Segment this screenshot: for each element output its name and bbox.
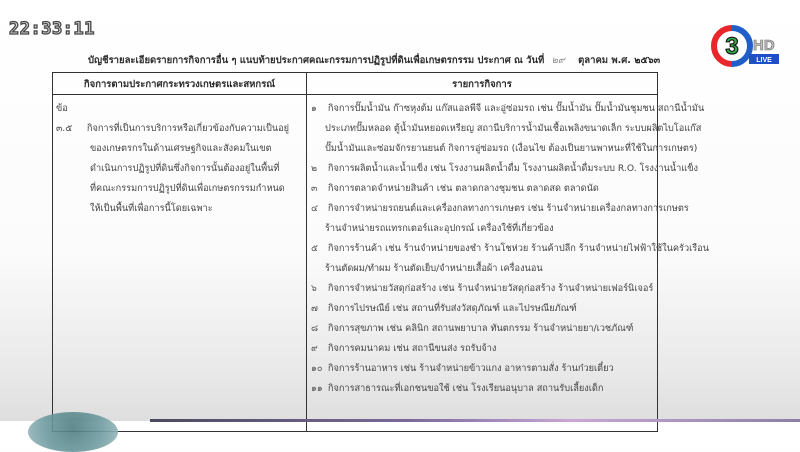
- svg-text:LIVE: LIVE: [756, 57, 772, 64]
- list-item: ๙ กิจการคมนาคม เช่น สถานีขนส่ง รถรับจ้าง: [311, 343, 497, 354]
- business-items-cell: [311, 99, 709, 399]
- broadcast-clock: 22:33:11: [9, 19, 95, 39]
- list-item: ๑๑ กิจการสาธารณะที่เอกชนขอใช้ เช่น โรงเรียนอนุบาล สถานรับเลี้ยงเด็ก: [311, 383, 604, 394]
- header-business-list: รายการกิจการ: [452, 79, 512, 90]
- table-header-row: [53, 73, 657, 95]
- list-item: ๑ กิจการปั๊มน้ำมัน ก๊าซหุงต้ม แก๊สแอลพีจี และอู่ซ่อมรถ เช่น ปั๊มน้ำมัน ปั๊มน้ำมันชุมชน สถานีน้ำมัน ประเภทปั๊มหลอด ตู้น้ำมันหยอดเหรียญ สถานีบริการน้ำมันเชื้อเพลิงขนาดเล็ก ระบบผลิตไบโอแก๊ส ปั๊มน้ำมันและซ่อมจักรยานยนต์ กิจการอู่ซ่อมรถ (เงื่อนไข ต้องเป็นยานพาหนะที่ใช้ในการเกษตร): [311, 103, 705, 154]
- lower-third-emblem: [28, 412, 118, 452]
- list-item: ๘ กิจการสุขภาพ เช่น คลินิก สถานพยาบาล ทันตกรรม ร้านจำหน่ายยา/เวชภัณฑ์: [311, 323, 634, 334]
- svg-text:HD: HD: [753, 37, 775, 54]
- title-suffix: ตุลาคม พ.ศ. ๒๕๖๓: [578, 55, 661, 66]
- list-item: ๓ กิจการตลาดจำหน่ายสินค้า เช่น ตลาดกลางชุมชน ตลาดสด ตลาดนัด: [311, 183, 599, 194]
- list-item: ๖ กิจการจำหน่ายวัสดุก่อสร้าง เช่น ร้านจำหน่ายวัสดุก่อสร้าง ร้านจำหน่ายเฟอร์นิเจอร์: [311, 283, 654, 294]
- list-item: ๒ กิจการผลิตน้ำและน้ำแข็ง เช่น โรงงานผลิตน้ำดื่ม โรงงานผลิตน้ำดื่มระบบ R.O. โรงงานน้ำแข็ง: [311, 163, 698, 174]
- clause-line: ของเกษตรกรในด้านเศรษฐกิจและสังคมในเขต: [90, 143, 272, 154]
- clause-line: กิจการที่เป็นการบริการหรือเกี่ยวข้องกับความเป็นอยู่: [86, 123, 290, 134]
- business-list-table: [52, 72, 709, 432]
- list-item: ๕ กิจการร้านค้า เช่น ร้านจำหน่ายของชำ ร้านโชห่วย ร้านค้าปลีก ร้านจำหน่ายไฟฟ้าใช้ในครัวเรือน ร้านตัดผม/ทำผม ร้านตัดเย็บ/จำหน่ายเสื้อผ้า เครื่องนอน: [311, 243, 709, 274]
- title-day: ๒๙: [551, 55, 565, 66]
- list-item: ๗ กิจการไปรษณีย์ เช่น สถานที่รับส่งวัสดุภัณฑ์ และไปรษณียภัณฑ์: [311, 303, 577, 314]
- clause-cell: [56, 99, 302, 219]
- clause-line: ให้เป็นพื้นที่เพื่อการนี้โดยเฉพาะ: [90, 203, 213, 214]
- column-divider: [306, 73, 307, 431]
- title-prefix: บัญชีรายละเอียดรายการกิจการอื่น ๆ แนบท้ายประกาศคณะกรรมการปฏิรูปที่ดินเพื่อเกษตรกรรม ประกาศ ณ วันที่: [88, 55, 545, 66]
- clause-line: ดำเนินการปฏิรูปที่ดินซึ่งกิจการนั้นต้องอยู่ในพื้นที่: [90, 163, 280, 174]
- channel-logo-icon: [710, 24, 790, 70]
- list-item: ๑๐ กิจการร้านอาหาร เช่น ร้านจำหน่ายข้าวแกง อาหารตามสั่ง ร้านก๋วยเตี๋ยว: [311, 363, 614, 374]
- header-ministry-activities: กิจการตามประกาศกระทรวงเกษตรและสหกรณ์: [83, 79, 276, 90]
- svg-text:3: 3: [725, 33, 739, 60]
- clause-line: ที่คณะกรรมการปฏิรูปที่ดินเพื่อเกษตรกรรมกำหนด: [90, 183, 285, 194]
- list-item: ๔ กิจการจำหน่ายรถยนต์และเครื่องกลทางการเกษตร เช่น ร้านจำหน่ายเครื่องกลทางการเกษตร ร้านจำหน่ายรถแทรกเตอร์และอุปกรณ์ เครื่องใช้ที่เกี่ยวข้อง: [311, 203, 689, 234]
- channel-3-hd-live-logo: [710, 24, 790, 70]
- document-title: [88, 53, 708, 68]
- clause-number: ข้อ ๓.๕: [56, 103, 73, 134]
